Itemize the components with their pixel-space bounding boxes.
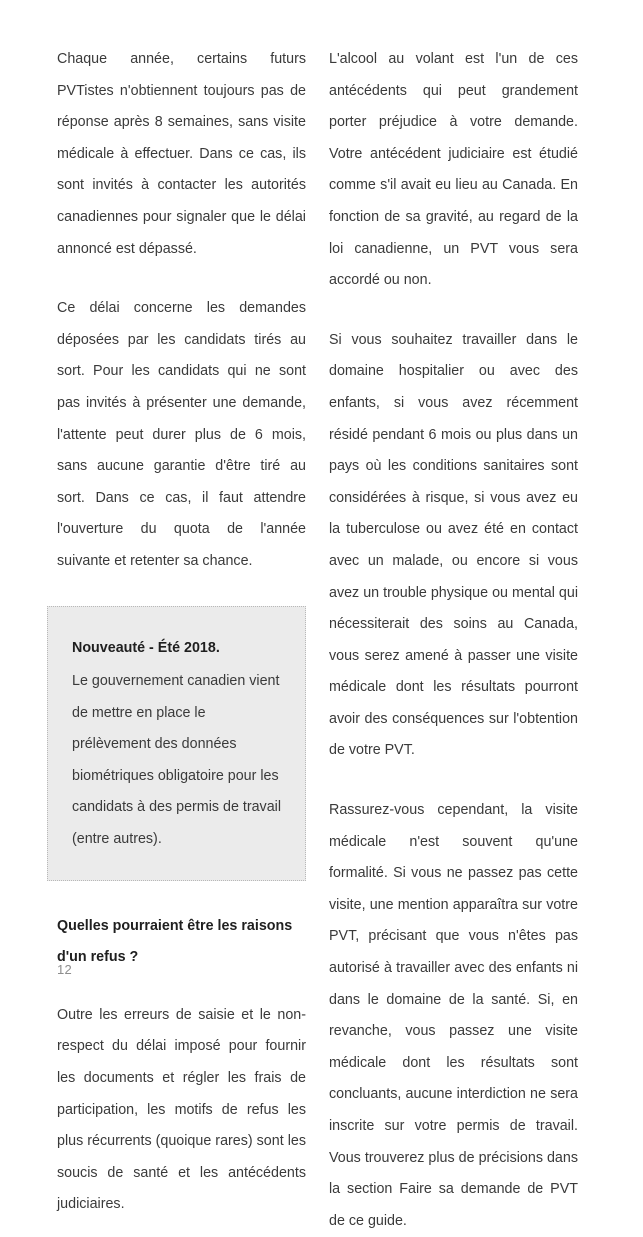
right-column: [329, 44, 578, 1237]
two-column-layout: [57, 44, 578, 1237]
callout-body: Le gouvernement canadien vient de mettre en place le prélèvement des données biométriques obligatoire pour les candidats à des permis de travail (entre autres).: [72, 673, 282, 848]
right-paragraph-3: Rassurez-vous cependant, la visite médicale n'est souvent qu'une formalité. Si vous ne passez pas cette visite, une mention apparaîtra sur votre PVT, précisant que vous n'êtes pas autorisé à travailler avec des enfants ni dans le domaine de la santé. Si, en revanche, vous passez une visite médicale dont les résultats sont concluants, aucune interdiction ne sera inscrite sur votre permis de travail. Vous trouverez plus de précisions dans la section Faire sa demande de PVT de ce guide.: [329, 802, 578, 1229]
section-heading: Quelles pourraient être les raisons d'un refus ?: [57, 917, 293, 966]
left-paragraph-1: Chaque année, certains futurs PVTistes n'obtiennent toujours pas de réponse après 8 semaines, sans visite médicale à effectuer. Dans ce cas, ils sont invités à contacter les autorités canadiennes pour signaler que le délai annoncé est dépassé.: [57, 51, 306, 257]
callout-box: [47, 606, 306, 881]
left-paragraph-2: Ce délai concerne les demandes déposées par les candidats tirés au sort. Pour les candidats qui ne sont pas invités à présenter une demande, l'attente peut durer plus de 6 mois, sans aucune garantie d'être tiré au sort. Dans ce cas, il faut attendre l'ouverture du quota de l'année suivante et retenter sa chance.: [57, 300, 306, 569]
right-paragraph-1: L'alcool au volant est l'un de ces antécédents qui peut grandement porter préjudice à votre demande. Votre antécédent judiciaire est étudié comme s'il avait eu lieu au Canada. En fonction de sa gravité, au regard de la loi canadienne, un PVT vous sera accordé ou non.: [329, 51, 578, 289]
page-number: 12: [57, 962, 73, 977]
callout-title: Nouveauté - Été 2018.: [72, 639, 220, 656]
left-paragraph-3: Outre les erreurs de saisie et le non-respect du délai imposé pour fournir les documents et régler les frais de participation, les motifs de refus les plus récurrents (quoique rares) sont les soucis de santé et les antécédents judiciaires.: [57, 1006, 306, 1213]
right-paragraph-2: Si vous souhaitez travailler dans le domaine hospitalier ou avec des enfants, si vous avez récemment résidé pendant 6 mois ou plus dans un pays où les conditions sanitaires sont considérées à risque, si vous avez eu la tuberculose ou avez été en contact avec un malade, ou encore si vous avez un trouble physique ou mental qui nécessiterait des soins au Canada, vous serez amené à passer une visite médicale dont les résultats pourront avoir des conséquences sur l'obtention de votre PVT.: [329, 331, 578, 759]
left-column: [57, 44, 306, 1237]
